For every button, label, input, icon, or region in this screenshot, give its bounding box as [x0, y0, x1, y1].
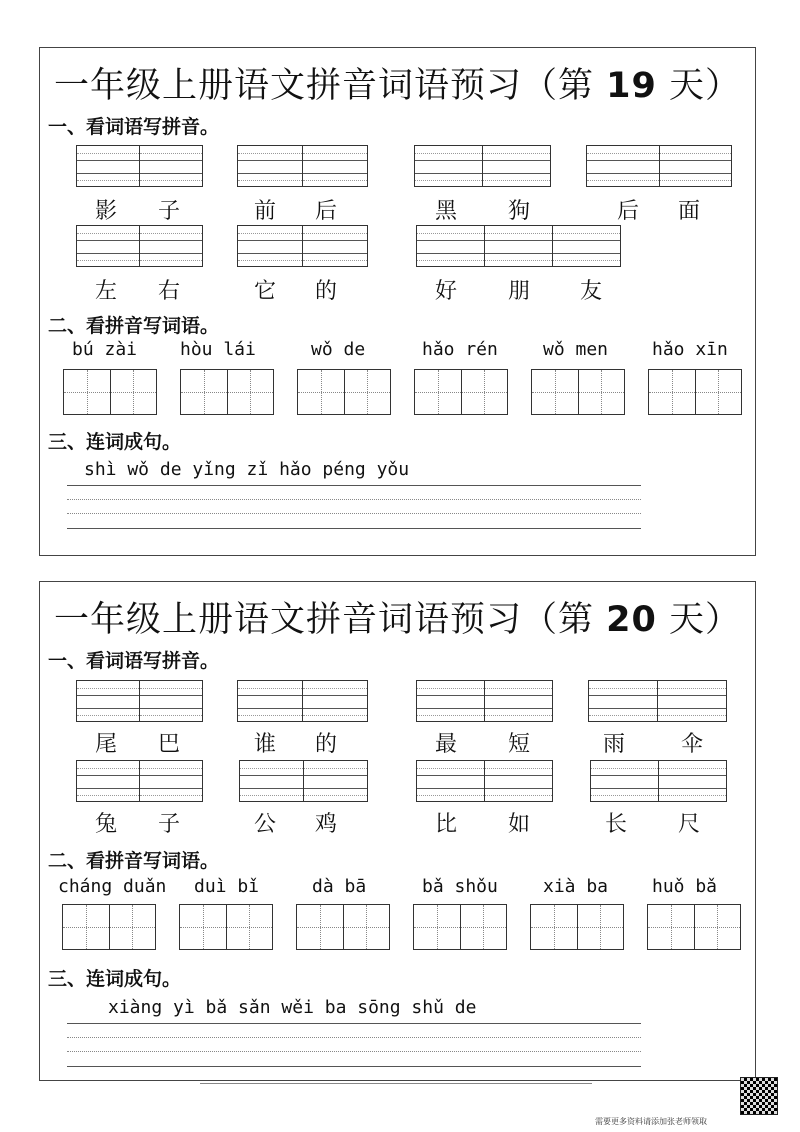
character-grid[interactable] — [531, 369, 625, 415]
pinyin-prompt: hǎo xīn — [652, 339, 728, 360]
section-heading: 三、连词成句。 — [48, 968, 182, 990]
character-grid[interactable] — [413, 904, 507, 950]
footer-note: 需要更多资料请添加张老师领取 — [595, 1117, 707, 1126]
writing-line[interactable] — [67, 528, 641, 529]
word-char: 如 — [508, 812, 531, 837]
word-char: 子 — [158, 812, 181, 837]
pinyin-prompt: huǒ bǎ — [652, 876, 718, 897]
sentence-words: shì wǒ de yǐng zǐ hǎo péng yǒu — [84, 459, 410, 480]
pinyin-grid[interactable] — [416, 680, 553, 722]
word-char: 的 — [315, 732, 338, 757]
word-char: 尺 — [678, 812, 701, 837]
word-char: 最 — [435, 732, 458, 757]
pinyin-prompt: dà bā — [312, 876, 367, 897]
pinyin-prompt: xià ba — [543, 876, 609, 897]
character-grid[interactable] — [296, 904, 390, 950]
writing-line[interactable] — [67, 1023, 641, 1024]
pinyin-grid[interactable] — [76, 680, 203, 722]
word-char: 比 — [435, 812, 458, 837]
section-heading: 二、看拼音写词语。 — [48, 315, 220, 337]
writing-line[interactable] — [67, 485, 641, 486]
word-char: 影 — [95, 199, 118, 224]
pinyin-prompt: bǎ shǒu — [422, 876, 498, 897]
word-char: 尾 — [95, 732, 118, 757]
footer-rule — [200, 1083, 592, 1084]
word-char: 狗 — [508, 199, 531, 224]
character-grid[interactable] — [63, 369, 157, 415]
character-grid[interactable] — [414, 369, 508, 415]
word-char: 巴 — [158, 732, 181, 757]
page-title: 一年级上册语文拼音词语预习（第 20 天） — [54, 600, 741, 640]
pinyin-grid[interactable] — [237, 145, 368, 187]
character-grid[interactable] — [62, 904, 156, 950]
pinyin-prompt: hòu lái — [180, 339, 256, 360]
writing-line — [67, 513, 641, 514]
character-grid[interactable] — [648, 369, 742, 415]
word-char: 短 — [508, 732, 531, 757]
pinyin-prompt: bú zài — [72, 339, 138, 360]
word-char: 子 — [158, 199, 181, 224]
pinyin-prompt: duì bǐ — [194, 876, 260, 897]
pinyin-grid[interactable] — [416, 225, 621, 267]
pinyin-grid[interactable] — [590, 760, 727, 802]
word-char: 右 — [158, 279, 181, 304]
writing-line — [67, 499, 641, 500]
pinyin-grid[interactable] — [414, 145, 551, 187]
word-char: 长 — [605, 812, 628, 837]
sentence-words: xiàng yì bǎ sǎn wěi ba sōng shǔ de — [108, 997, 477, 1018]
word-char: 朋 — [508, 279, 531, 304]
pinyin-prompt: wǒ men — [543, 339, 609, 360]
writing-line — [67, 1037, 641, 1038]
qr-code-icon — [740, 1077, 778, 1115]
word-char: 的 — [315, 279, 338, 304]
character-grid[interactable] — [297, 369, 391, 415]
word-char: 黑 — [435, 199, 458, 224]
pinyin-grid[interactable] — [76, 225, 203, 267]
pinyin-grid[interactable] — [237, 225, 368, 267]
word-char: 鸡 — [315, 812, 338, 837]
word-char: 左 — [95, 279, 118, 304]
writing-line[interactable] — [67, 1066, 641, 1067]
section-heading: 三、连词成句。 — [48, 431, 182, 453]
character-grid[interactable] — [179, 904, 273, 950]
pinyin-grid[interactable] — [76, 145, 203, 187]
pinyin-grid[interactable] — [588, 680, 727, 722]
word-char: 伞 — [681, 732, 704, 757]
word-char: 兔 — [95, 812, 118, 837]
page-title: 一年级上册语文拼音词语预习（第 19 天） — [54, 66, 741, 106]
word-char: 后 — [315, 199, 338, 224]
pinyin-prompt: hǎo rén — [422, 339, 498, 360]
worksheet-day19 — [39, 47, 756, 556]
pinyin-grid[interactable] — [76, 760, 203, 802]
section-heading: 二、看拼音写词语。 — [48, 850, 220, 872]
word-char: 前 — [254, 199, 277, 224]
pinyin-grid[interactable] — [416, 760, 553, 802]
pinyin-grid[interactable] — [239, 760, 368, 802]
character-grid[interactable] — [530, 904, 624, 950]
word-char: 友 — [580, 279, 603, 304]
writing-line — [67, 1051, 641, 1052]
word-char: 好 — [435, 279, 458, 304]
word-char: 后 — [617, 199, 640, 224]
section-heading: 一、看词语写拼音。 — [48, 116, 220, 138]
pinyin-grid[interactable] — [237, 680, 368, 722]
pinyin-prompt: wǒ de — [311, 339, 366, 360]
section-heading: 一、看词语写拼音。 — [48, 650, 220, 672]
worksheet-day20 — [39, 581, 756, 1081]
word-char: 谁 — [254, 732, 277, 757]
pinyin-grid[interactable] — [586, 145, 732, 187]
character-grid[interactable] — [647, 904, 741, 950]
pinyin-prompt: cháng duǎn — [58, 876, 167, 897]
word-char: 雨 — [603, 732, 626, 757]
word-char: 公 — [254, 812, 277, 837]
word-char: 它 — [254, 279, 277, 304]
character-grid[interactable] — [180, 369, 274, 415]
word-char: 面 — [678, 199, 701, 224]
